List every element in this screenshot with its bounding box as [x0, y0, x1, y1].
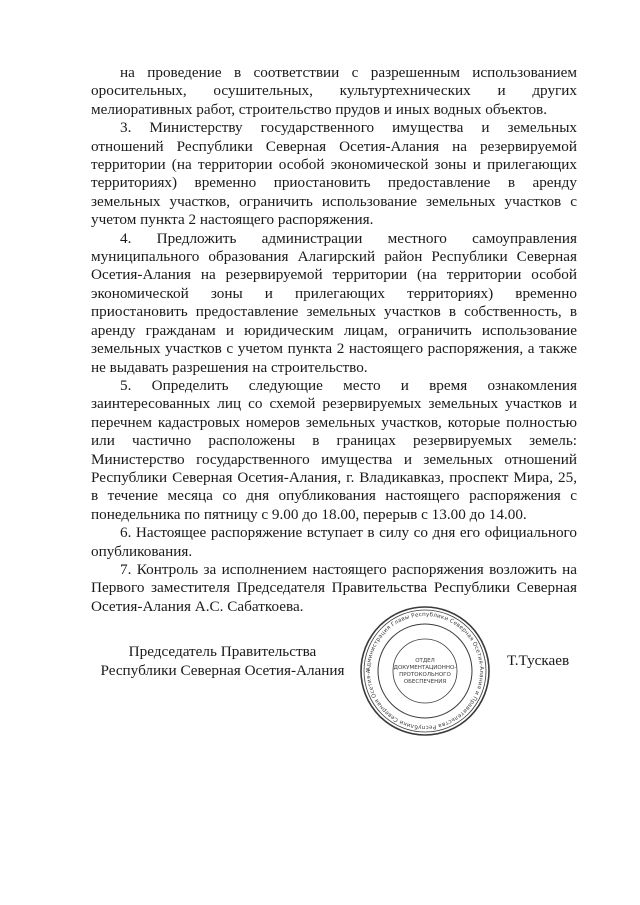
paragraph-item-3: 3. Министерству государственного имущества и земельных отношений Республики Северная Осетия-Алания на резервируемой территории (на территории особой экономической зоны и прилегающих территориях) временно приостановить предоставление в аренду земельных участков, ограничить использование земельных участков с учетом пункта 2 настоящего распоряжения.: [91, 119, 577, 229]
seal-center-text: [394, 658, 457, 685]
seal-outer-ring: [361, 607, 489, 735]
seal-center-text-line4: ОБЕСПЕЧЕНИЯ: [403, 679, 447, 685]
seal-center-text-line2: ДОКУМЕНТАЦИОННО-: [393, 665, 457, 671]
paragraph-item-6: 6. Настоящее распоряжение вступает в силу со дня его официального опубликования.: [91, 524, 577, 560]
seal-outer-ring-inner: [364, 610, 486, 732]
seal-center-text-line1: ОТДЕЛ: [415, 658, 435, 664]
paragraph-item-7: 7. Контроль за исполнением настоящего распоряжения возложить на Первого заместителя Председателя Правительства Республики Северная Осетия-Алания А.С. Сабаткоева.: [91, 560, 577, 615]
seal-center-text-line3: ПРОТОКОЛЬНОГО: [399, 672, 451, 678]
seal-middle-ring: [378, 624, 472, 718]
paragraph-continuation: на проведение в соответствии с разрешенным использованием оросительных, осушительных, культуртехнических и других мелиоративных работ, строительство прудов и иных водных объектов.: [91, 64, 577, 118]
paragraph-item-5: 5. Определить следующие место и время ознакомления заинтересованных лиц со схемой резервируемых земельных участков и перечнем кадастровых номеров земельных участков, которые полностью или частично расположены в границах резервируемых земель: Министерство государственного имущества и земельных отношений Республики Северная Осетия-Алания, г. Владикавказ, проспект Мира, 25, в течение месяца со дня опубликования настоящего распоряжения с понедельника по пятницу с 9.00 до 18.00, перерыв с 13.00 до 14.00.: [91, 376, 577, 523]
paragraph-item-4: 4. Предложить администрации местного самоуправления муниципального образования Алагирский район Республики Северная Осетия-Алания на резервируемой территории (на территории особой экономической зоны и прилегающих территориях) временно приостановить предоставление земельных участков в собственность, в аренду гражданам и юридическим лицам, ограничить использование земельных участков с учетом пункта 2 настоящего распоряжения, а также не выдавать разрешения на строительство.: [91, 229, 577, 376]
seal-outer-text-path: Администрация Главы Республики Северная Осетия-Алания и Правительства Республики Северная Осетия-А: [365, 611, 485, 731]
official-seal: [358, 604, 492, 738]
signer-position-line2: Республики Северная Осетия-Алания: [100, 662, 345, 679]
signature-block: [100, 642, 345, 680]
signer-position-line1: Председатель Правительства: [128, 643, 317, 660]
seal-inner-ring: [393, 639, 457, 703]
signer-name: Т.Тускаев: [507, 652, 570, 669]
document-body: [91, 64, 577, 616]
